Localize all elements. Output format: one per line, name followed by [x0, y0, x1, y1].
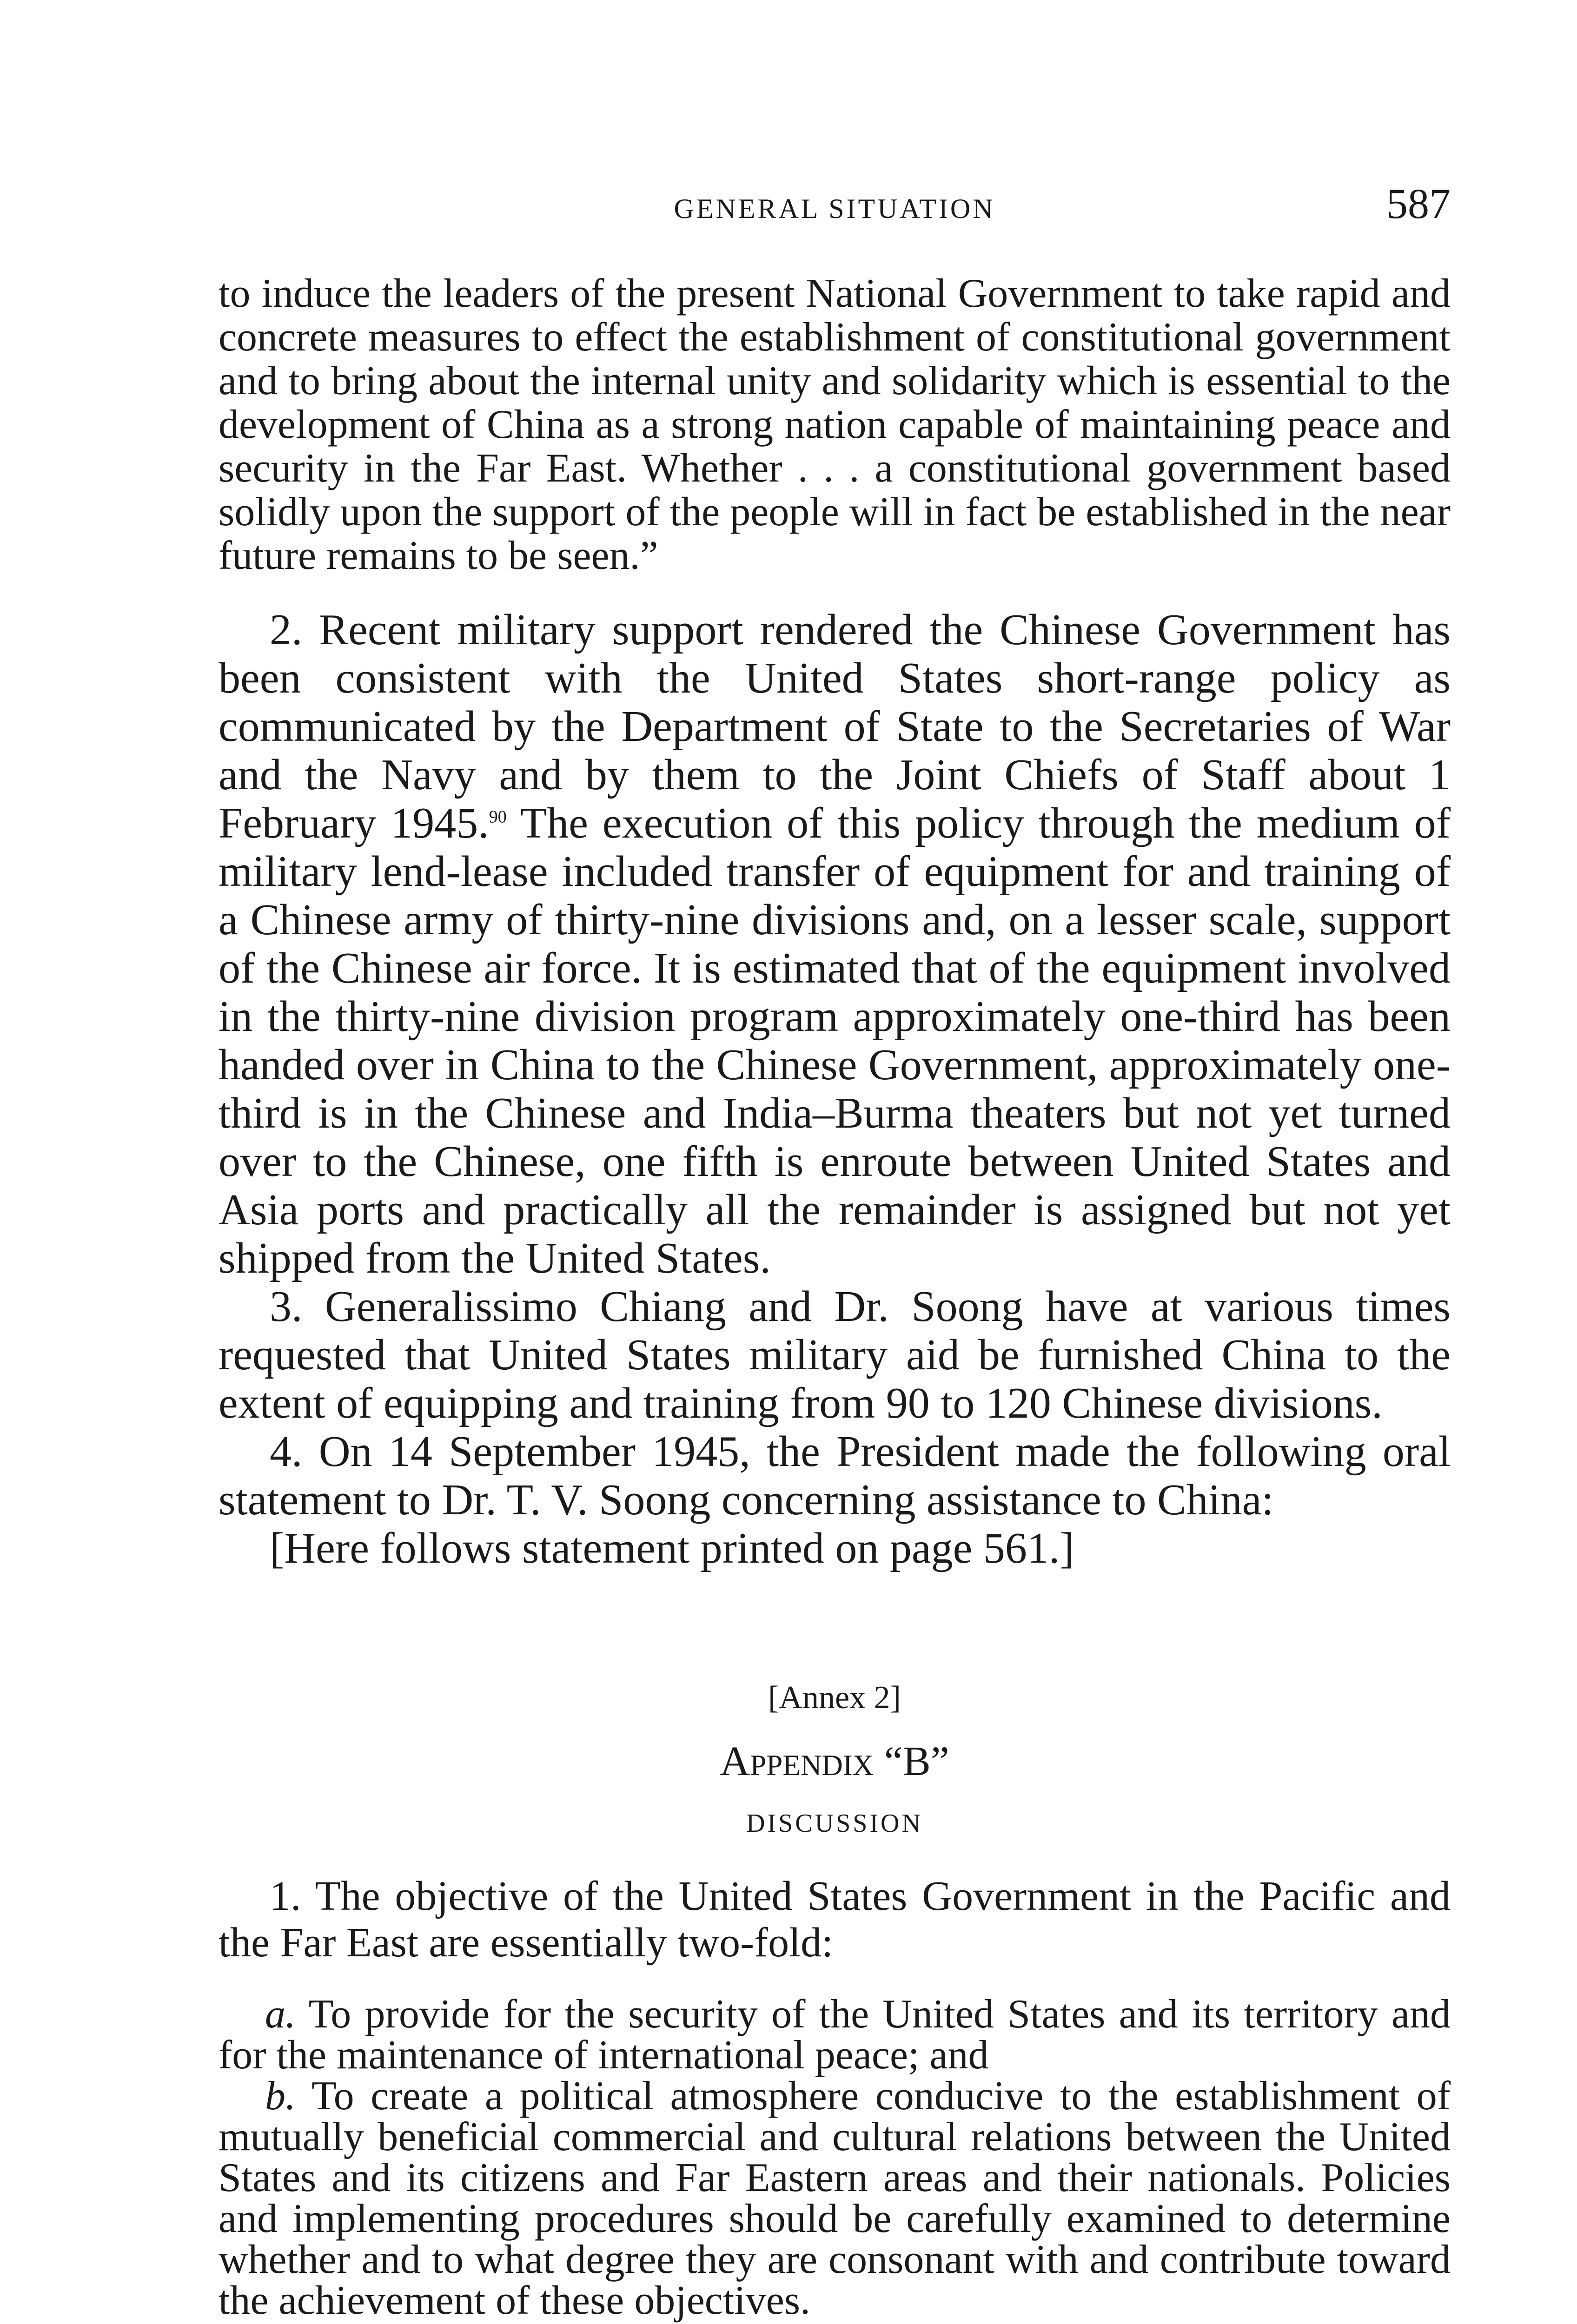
- subparagraph-a: [219, 1994, 1451, 2076]
- running-head: GENERAL SITUATION: [674, 193, 995, 224]
- subparagraph-b-letter: b.: [265, 2073, 296, 2119]
- paragraph-4: 4. On 14 September 1945, the President made the following oral statement to Dr. T. V. Soong concerning assistance to China:: [219, 1427, 1451, 1524]
- paragraph-5-editorial-note: [Here follows statement printed on page 561.]: [270, 1524, 1074, 1572]
- quote-paragraph: to induce the leaders of the present National Government to take rapid and concrete measures to effect the establishment of constitutional government and to bring about the internal unity and solidarity which is essential to the development of China as a strong nation capable of maintaining peace and security in the Far East. Whether . . . a constitutional government based solidly upon the support of the people will in fact be established in the near future remains to be seen.”: [219, 271, 1451, 578]
- footnote-reference: 90: [489, 807, 507, 827]
- appendix-title: Appendix “B”: [720, 1738, 949, 1784]
- page-header: [219, 180, 1451, 244]
- paragraph-2: [219, 606, 1451, 1282]
- paragraph-2-text-end: The execution of this policy through the medium of military lend-lease included transfer of equipment for and training of a Chinese army of thirty-nine divisions and, on a lesser scale, support of the Chinese air force. It is estimated that of the equipment involved in the thirty-nine division program approximately one-third has been handed over in China to the Chinese Government, approximately one-third is in the Chinese and India–Burma theaters but not yet turned over to the Chinese, one fifth is enroute between United States and Asia ports and practically all the remainder is assigned but not yet shipped from the United States.: [219, 799, 1451, 1282]
- subparagraph-a-letter: a.: [265, 1992, 296, 2037]
- paragraph-2-text-start: 2. Recent military support rendered the Chinese Government has been consistent with the United States short-range policy as communicated by the Department of State to the Secretaries of War and the Navy and by them to the Joint Chiefs of Staff about 1 February 1945.: [219, 606, 1451, 847]
- subparagraph-a-text: To provide for the security of the United States and its territory and for the maintenance of international peace; and: [219, 1992, 1451, 2078]
- subparagraph-b: [219, 2073, 1451, 2323]
- body-text: [219, 272, 1451, 2324]
- page-number: 587: [1386, 180, 1451, 227]
- section-heading: DISCUSSION: [746, 1809, 923, 1838]
- subparagraph-b-text: To create a political atmosphere conducive to the establishment of mutually beneficial commercial and cultural relations between the United States and its citizens and Far Eastern areas and their nationals. Policies and implementing procedures should be carefully examined to determine whether and to what degree they are consonant with and contribute toward the achievement of these objectives.: [219, 2073, 1451, 2323]
- discussion-paragraph-1: 1. The objective of the United States Government in the Pacific and the Far East are essentially two-fold:: [219, 1873, 1451, 1966]
- paragraph-3: 3. Generalissimo Chiang and Dr. Soong have at various times requested that United States military aid be furnished China to the extent of equipping and training from 90 to 120 Chinese divisions.: [219, 1282, 1451, 1427]
- annex-label: [Annex 2]: [768, 1680, 901, 1716]
